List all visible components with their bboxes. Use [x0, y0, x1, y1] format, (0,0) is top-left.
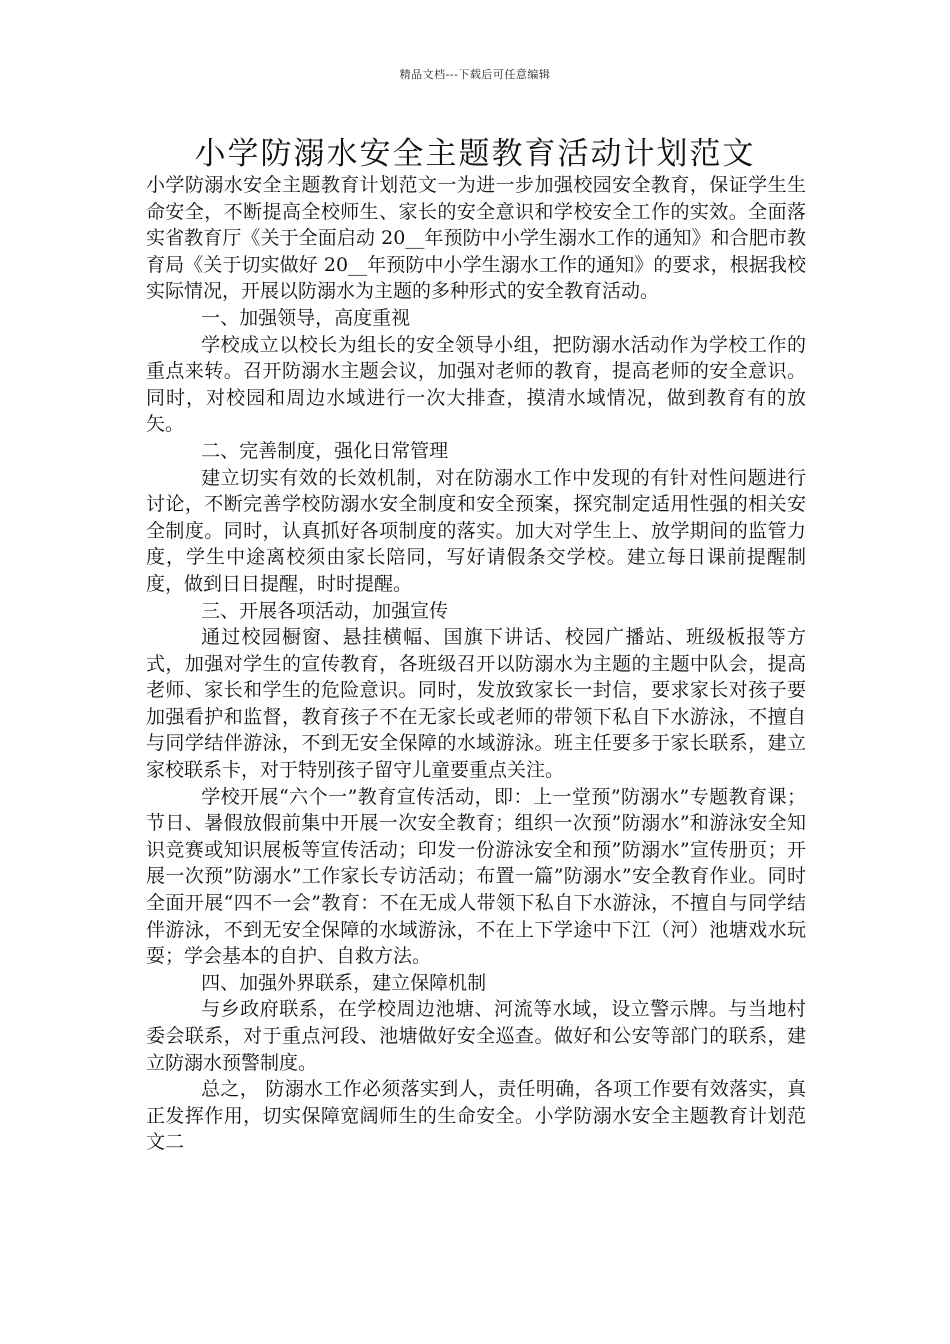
section-paragraph-4: 学校开展“六个一”教育宣传活动，即：上一堂预”防溺水”专题教育课；节日、暑假放假前集中开展一次安全教育；组织一次预”防溺水”和游泳安全知识竞赛或知识展板等宣传活动；印发一份游泳安全和预”防溺水”宣传册页；开展一次预”防溺水”工作家长专访活动；布置一篇”防溺水”安全教育作业。同时全面开展“四不一会”教育：不在无成人带领下私自下水游泳，不擅自与同学结伴游泳，不到无安全保障的水域游泳，不在上下学途中下江（河）池塘戏水玩耍；学会基本的自护、自救方法。	[146, 785, 806, 968]
conclusion-paragraph: 总之， 防溺水工作必须落实到人，责任明确，各项工作要有效落实，真正发挥作用，切实保障宽阔师生的生命安全。小学防溺水安全主题教育计划范文二	[146, 1078, 806, 1154]
document-body	[146, 172, 806, 1156]
section-paragraph-1: 学校成立以校长为组长的安全领导小组，把防溺水活动作为学校工作的重点来转。召开防溺水主题会议，加强对老师的教育，提高老师的安全意识。同时，对校园和周边水域进行一次大排查，摸清水域情况，做到教育有的放矢。	[146, 333, 806, 436]
section-heading-2: 二、完善制度，强化日常管理	[201, 439, 449, 462]
section-paragraph-3: 通过校园橱窗、悬挂横幅、国旗下讲话、校园广播站、班级板报等方式，加强对学生的宣传教育，各班级召开以防溺水为主题的主题中队会，提高老师、家长和学生的危险意识。同时，发放致家长一封信，要求家长对孩子要加强看护和监督，教育孩子不在无家长或老师的带领下私自下水游泳，不擅自与同学结伴游泳，不到无安全保障的水域游泳。班主任要多于家长联系，建立家校联系卡，对于特别孩子留守儿童要重点关注。	[146, 626, 806, 782]
section-heading-3: 三、开展各项活动，加强宣传	[201, 599, 449, 622]
document-title: 小学防溺水安全主题教育活动计划范文	[194, 136, 756, 172]
section-heading-4: 四、加强外界联系，建立保障机制	[201, 971, 487, 994]
section-paragraph-5: 与乡政府联系，在学校周边池塘、河流等水域，设立警示牌。与当地村委会联系，对于重点河段、池塘做好安全巡查。做好和公安等部门的联系，建立防溺水预警制度。	[146, 998, 806, 1074]
section-heading-1: 一、加强领导，高度重视	[201, 306, 411, 329]
page-header-note: 精品文档---下载后可任意编辑	[399, 68, 551, 81]
intro-paragraph: 小学防溺水安全主题教育计划范文一为进一步加强校园安全教育，保证学生生命安全，不断提高全校师生、家长的安全意识和学校安全工作的实效。全面落实省教育厅《关于全面启动 20__年预防中小学生溺水工作的通知》和合肥市教育局《关于切实做好 20__年预防中小学生溺水工作的通知》的要求，根据我校实际情况，开展以防溺水为主题的多种形式的安全教育活动。	[146, 174, 806, 303]
section-paragraph-2: 建立切实有效的长效机制，对在防溺水工作中发现的有针对性问题进行讨论，不断完善学校防溺水安全制度和安全预案，探究制定适用性强的相关安全制度。同时，认真抓好各项制度的落实。加大对学生上、放学期间的监管力度，学生中途离校须由家长陪同，写好请假条交学校。建立每日课前提醒制度，做到日日提醒，时时提醒。	[146, 466, 806, 595]
